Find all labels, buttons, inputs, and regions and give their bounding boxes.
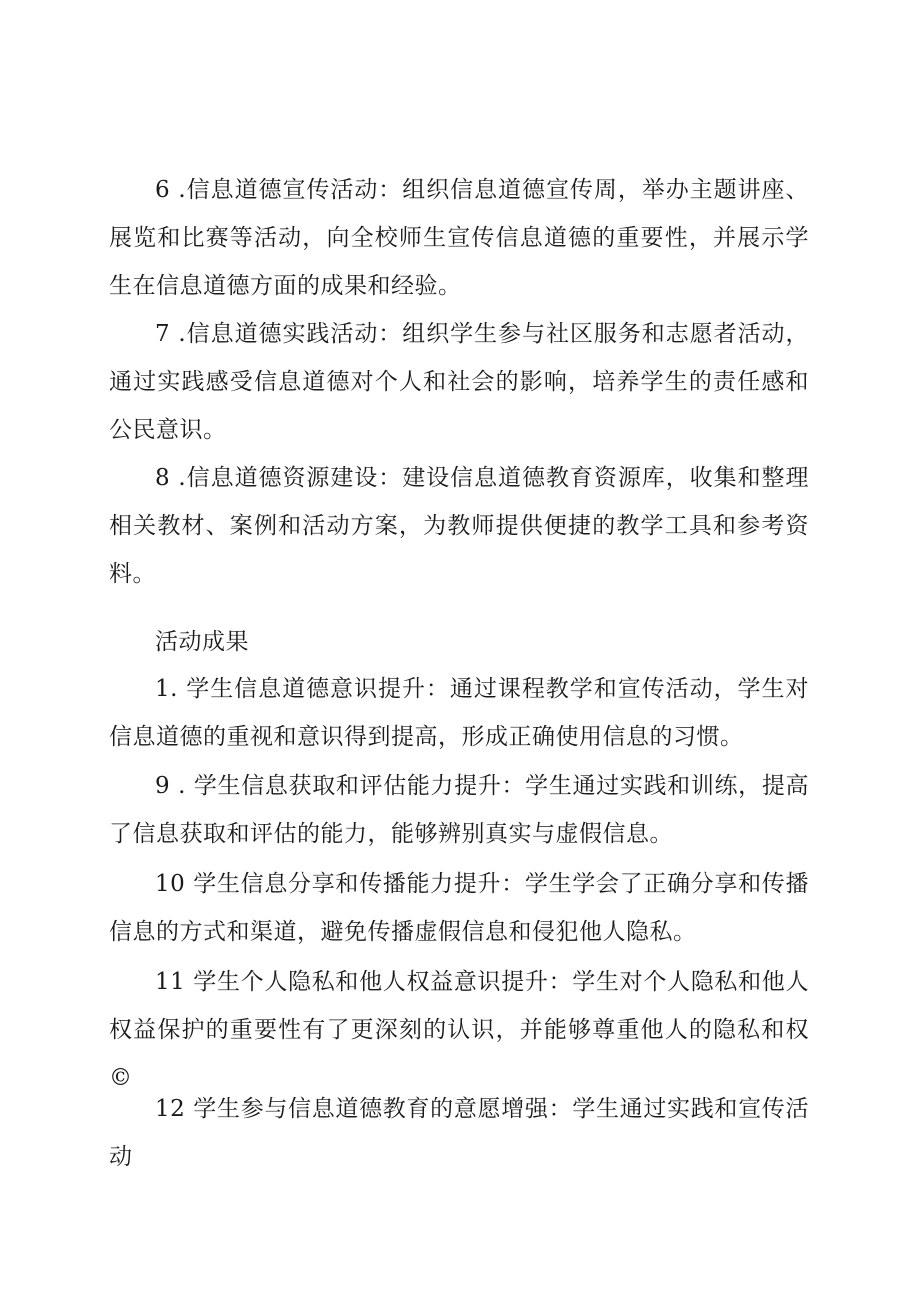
paragraph-item-6: 6 .信息道德宣传活动：组织信息道德宣传周，举办主题讲座、展览和比赛等活动，向全校师生宣传信息道德的重要性，并展示学生在信息道德方面的成果和经验。 (109, 177, 809, 299)
paragraph-item-7: 7 .信息道德实践活动：组织学生参与社区服务和志愿者活动，通过实践感受信息道德对个人和社会的影响，培养学生的责任感和公民意识。 (109, 321, 809, 443)
result-item-12: 12 学生参与信息道德教育的意愿增强：学生通过实践和宣传活动 (109, 1096, 809, 1170)
result-item-10: 10 学生信息分享和传播能力提升：学生学会了正确分享和传播信息的方式和渠道，避免传播虚假信息和侵犯他人隐私。 (109, 871, 809, 945)
result-item-1: 1. 学生信息道德意识提升：通过课程教学和宣传活动，学生对信息道德的重视和意识得到提高，形成正确使用信息的习惯。 (109, 676, 809, 750)
section-heading: 活动成果 (155, 629, 249, 655)
result-item-11: 11 学生个人隐私和他人权益意识提升：学生对个人隐私和他人权益保护的重要性有了更深刻的认识，并能够尊重他人的隐私和权© (109, 969, 809, 1091)
paragraph-item-8: 8 .信息道德资源建设：建设信息道德教育资源库，收集和整理相关教材、案例和活动方案，为教师提供便捷的教学工具和参考资料。 (109, 465, 809, 587)
result-item-9: 9 . 学生信息获取和评估能力提升：学生通过实践和训练，提高了信息获取和评估的能力，能够辨别真实与虚假信息。 (109, 773, 809, 847)
